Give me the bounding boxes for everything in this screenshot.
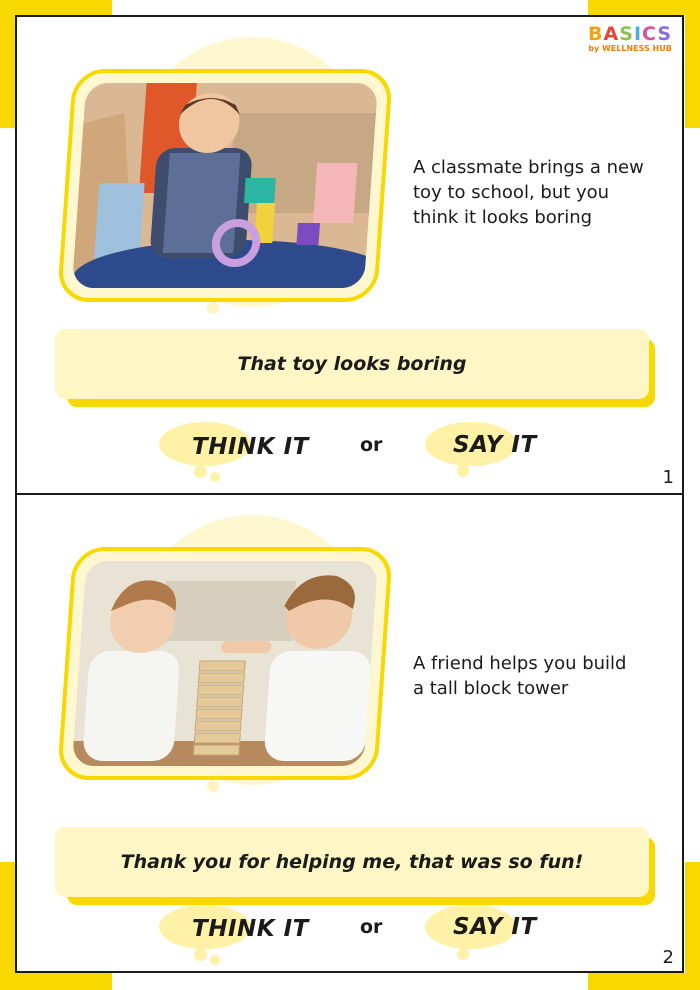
photo-frame xyxy=(57,547,393,780)
scenario-photo-boy-with-toy xyxy=(72,83,378,288)
logo-letter: I xyxy=(633,23,643,45)
scenario-photo-block-tower xyxy=(72,561,378,766)
logo-letter: C xyxy=(642,23,658,45)
corner-top-right xyxy=(588,0,700,15)
logo-letter: S xyxy=(657,23,672,45)
think-it-option[interactable]: THINK IT xyxy=(192,916,309,942)
phrase-box: That toy looks boring xyxy=(55,329,649,399)
scenario-card-1 xyxy=(17,17,682,493)
scenario-line: a tall block tower xyxy=(413,678,569,699)
logo-letter: A xyxy=(603,23,620,45)
bubble-dot xyxy=(194,948,207,961)
scenario-line: think it looks boring xyxy=(413,207,593,228)
say-it-option[interactable]: SAY IT xyxy=(453,914,537,940)
scenario-text xyxy=(413,651,683,701)
logo-tagline: by WELLNESS HUB xyxy=(588,44,672,53)
corner-top-left xyxy=(0,0,112,15)
corner-right-bottom xyxy=(685,862,700,990)
corner-bottom-left xyxy=(0,973,112,990)
phrase-box: Thank you for helping me, that was so fun! xyxy=(55,827,649,897)
corner-left-bottom xyxy=(0,862,15,990)
corner-left-top xyxy=(0,0,15,128)
say-it-option[interactable]: SAY IT xyxy=(453,432,537,458)
corner-right-top xyxy=(685,0,700,128)
think-it-option[interactable]: THINK IT xyxy=(192,434,309,460)
logo-letter: B xyxy=(588,23,604,45)
scenario-line: toy to school, but you xyxy=(413,182,610,203)
card-number: 1 xyxy=(662,467,674,488)
photo-frame xyxy=(57,69,393,302)
bubble-dot xyxy=(457,465,469,477)
decor-dot xyxy=(207,780,219,792)
scenario-line: A classmate brings a new xyxy=(413,157,644,178)
bubble-dot xyxy=(194,465,207,478)
corner-bottom-right xyxy=(588,973,700,990)
logo-letter: S xyxy=(619,23,634,45)
or-label: or xyxy=(360,916,383,938)
bubble-dot xyxy=(457,948,469,960)
worksheet xyxy=(15,15,684,973)
bubble-dot xyxy=(210,472,220,482)
or-label: or xyxy=(360,434,383,456)
scenario-text xyxy=(413,155,683,230)
decor-dot xyxy=(207,302,219,314)
bubble-dot xyxy=(210,955,220,965)
scenario-line: A friend helps you build xyxy=(413,653,627,674)
scenario-card-2 xyxy=(17,495,682,971)
card-number: 2 xyxy=(662,947,674,968)
